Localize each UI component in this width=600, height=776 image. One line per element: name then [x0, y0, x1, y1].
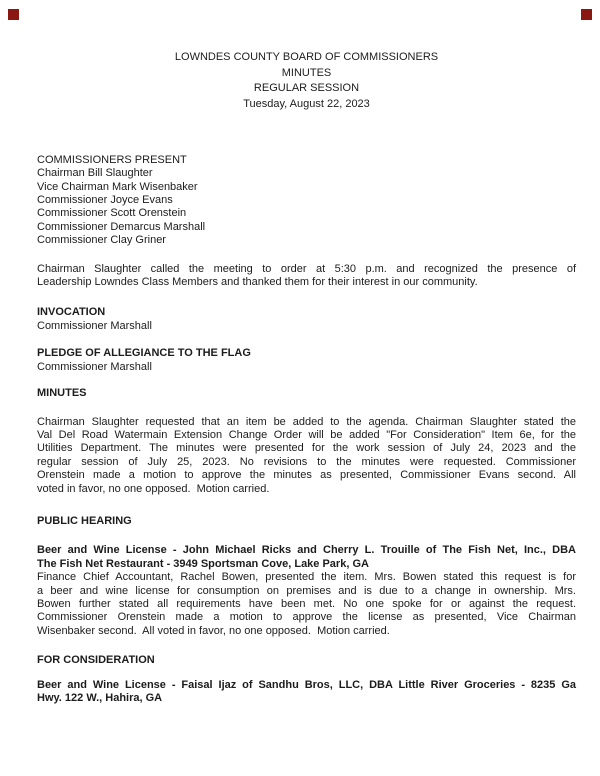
- commissioners-present-section: [37, 154, 576, 248]
- text-line: MINUTES: [281, 66, 332, 79]
- text-line: Utilities Department. The minutes were presented for the work session of July 24, 2023 and the: [37, 442, 576, 455]
- commissioners-present-heading: COMMISSIONERS PRESENT: [37, 153, 187, 166]
- text-line: Vice Chairman Mark Wisenbaker: [37, 180, 198, 193]
- for-consideration-heading: FOR CONSIDERATION: [37, 654, 155, 667]
- text-line: The Fish Net Restaurant - 3949 Sportsman Cove, Lake Park, GA: [37, 557, 369, 570]
- text-line: Commissioner Scott Orenstein: [37, 207, 187, 220]
- call-to-order-paragraph: [37, 263, 576, 290]
- text-line: Chairman Bill Slaughter: [37, 167, 153, 180]
- text-line: LOWNDES COUNTY BOARD OF COMMISSIONERS: [174, 51, 439, 63]
- text-line: a beer and wine license for consumption on premises and is due to a change in ownership. Mrs.: [37, 584, 576, 597]
- invocation-body: Commissioner Marshall: [37, 319, 152, 332]
- invocation-section: [37, 306, 576, 333]
- public-hearing-paragraph: [37, 571, 576, 638]
- text-line: Commissioner Clay Griner: [37, 234, 166, 247]
- text-line: Orenstein made a motion to approve the minutes as presented, Commissioner Evans second. All: [37, 469, 576, 482]
- text-line: Bowen further stated all requirements have been met. No one spoke for or against the request.: [37, 597, 576, 610]
- text-line: Wisenbaker second. All voted in favor, no one opposed. Motion carried.: [37, 624, 390, 637]
- corner-marker-top-left: [8, 9, 19, 20]
- text-line: Beer and Wine License - John Michael Ricks and Cherry L. Trouille of The Fish Net, Inc., DBA: [37, 544, 576, 557]
- document-title: [25, 50, 588, 113]
- pledge-section: [37, 347, 576, 374]
- text-line: Leadership Lowndes Class Members and thanked them for their interest in our community.: [37, 276, 478, 289]
- text-line: Commissioner Orenstein made a motion to approve the license as presented, Vice Chairman: [37, 611, 576, 624]
- text-line: Hwy. 122 W., Hahira, GA: [37, 692, 163, 704]
- text-line: Tuesday, August 22, 2023: [243, 98, 370, 111]
- text-line: voted in favor, no one opposed. Motion carried.: [37, 482, 270, 495]
- text-line: Val Del Road Watermain Extension Change Order will be added "For Consideration" Item 6e, for the: [37, 428, 576, 441]
- pledge-body: Commissioner Marshall: [37, 360, 152, 373]
- text-line: Chairman Slaughter requested that an item be added to the agenda. Chairman Slaughter stated the: [37, 415, 576, 428]
- text-line: Chairman Slaughter called the meeting to order at 5:30 p.m. and recognized the presence of: [37, 262, 576, 275]
- text-line: regular session of July 25, 2023. No revisions to the minutes were requested. Commissioner: [37, 455, 576, 468]
- pledge-heading: PLEDGE OF ALLEGIANCE TO THE FLAG: [37, 347, 251, 360]
- corner-marker-top-right: [581, 9, 592, 20]
- minutes-paragraph: [37, 416, 576, 496]
- text-line: Commissioner Demarcus Marshall: [37, 220, 206, 233]
- commissioners-present-list: [37, 167, 576, 247]
- invocation-heading: INVOCATION: [37, 306, 106, 319]
- minutes-heading: MINUTES: [37, 387, 87, 400]
- public-hearing-heading: PUBLIC HEARING: [37, 514, 132, 527]
- text-line: Finance Chief Accountant, Rachel Bowen, presented the item. Mrs. Bowen stated this request is for: [37, 571, 576, 584]
- public-hearing-item-title: [37, 544, 576, 571]
- for-consideration-item-title: [37, 679, 576, 706]
- text-line: REGULAR SESSION: [253, 82, 360, 95]
- text-line: Commissioner Joyce Evans: [37, 194, 173, 207]
- document-content: [37, 50, 576, 705]
- text-line: Beer and Wine License - Faisal Ijaz of Sandhu Bros, LLC, DBA Little River Groceries - 8235 Ga: [37, 678, 576, 691]
